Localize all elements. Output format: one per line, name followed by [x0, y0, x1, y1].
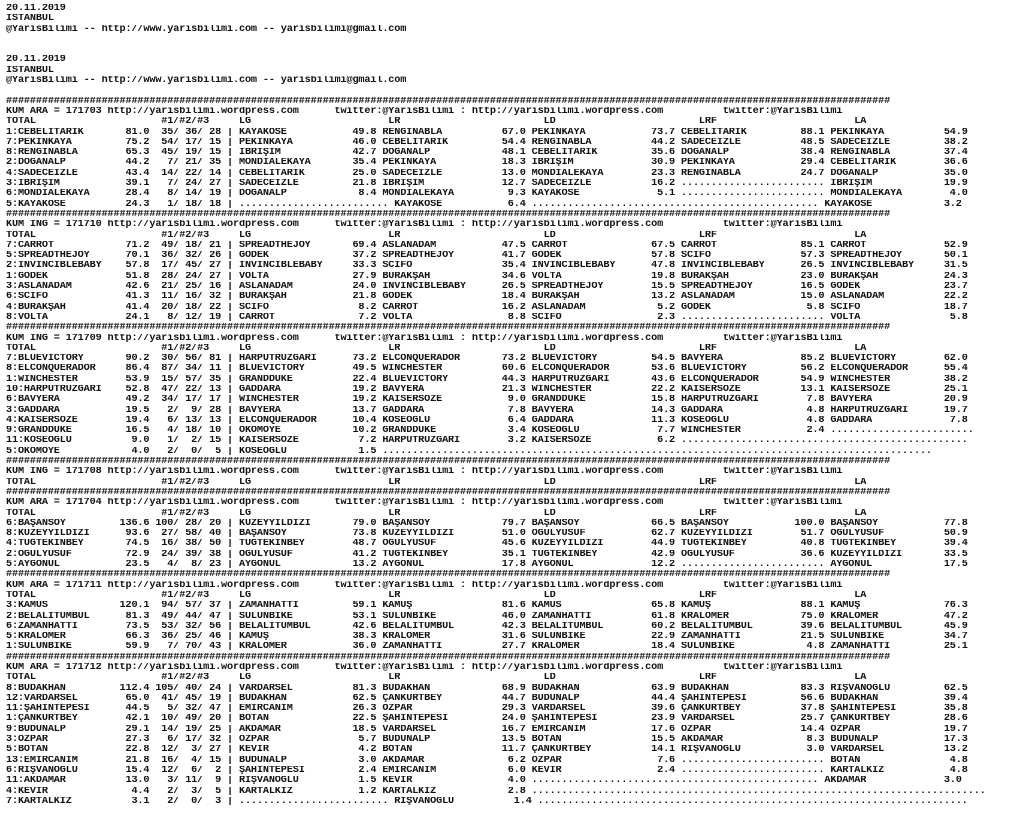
report-line: KUM İNG = 171708 http://yarisbilimi.wordpress.com twitter:@YarisBilimi : http://yarisbilimi.wordpress.com twitter:@YarisBilimi [6, 467, 843, 478]
report-line: @YarisBilimi -- http://www.yarisbilimi.com -- yarisbilimi@gmail.com [6, 24, 407, 35]
report-line: ISTANBUL [6, 14, 54, 25]
report-line: KUM ARA = 171704 http://yarisbilimi.wordpress.com twitter:@YarisBilimi : http://yarisbilimi.wordpress.com twitter:@YarisBilimi [6, 498, 843, 509]
report-line: TOTAL #1/#2/#3 LG LR LD LRF LA [6, 343, 867, 354]
report-line: #################################################################################################################################################### [6, 96, 891, 107]
report-line: TOTAL #1/#2/#3 LG LR LD LRF LA [6, 230, 867, 241]
report-line: 5:OKOMOYE 4.0 2/ 0/ 5 | KOSEOĞLU 1.5 ............................................................................................ [6, 446, 932, 457]
report-line: 11:ŞAHİNTEPESİ 44.5 5/ 32/ 47 | EMİRCANIM 26.3 ÖZPAR 29.3 VARDARSEL 39.6 ÇANKURTBEY 37.8 ŞAHİNTEPESİ 35.8 [6, 704, 968, 715]
report-line: 4:TUĞTEKİNBEY 74.5 16/ 38/ 50 | TUĞTEKİNBEY 48.7 OĞULYUSUF 45.6 KUZEYYILDIZI 44.9 TUĞTEKİNBEY 40.8 TUĞTEKİNBEY 39.4 [6, 539, 968, 550]
report-line: 6:ZAMANHATTI 73.5 53/ 32/ 56 | BELALITUMBUL 42.6 BELALITUMBUL 42.3 BELALITUMBUL 60.2 BELALITUMBUL 39.6 BELALITUMBUL 45.9 [6, 621, 968, 632]
report-line: 8:ELCONQUERADOR 86.4 87/ 34/ 11 | BLUEVICTORY 49.5 WINCHESTER 60.6 ELCONQUERADOR 53.6 BLUEVICTORY 56.2 ELCONQUERADOR 55.4 [6, 364, 968, 375]
report-line: #################################################################################################################################################### [6, 209, 891, 220]
report-line: 10:HARPUTRÜZGARI 52.8 47/ 22/ 13 | GADDARA 19.2 BAVYERA 21.3 WINCHESTER 22.2 KAISERSOZE 13.1 KAISERSOZE 25.1 [6, 384, 968, 395]
report-line: 7:KARTALKIZ 3.1 2/ 0/ 3 | ......................... RIŞVANOĞLU 1.4 ........................................................................ [6, 796, 968, 807]
report-line: KUM ARA = 171712 http://yarisbilimi.wordpress.com twitter:@YarisBilimi : http://yarisbilimi.wordpress.com twitter:@YarisBilimi [6, 663, 843, 673]
report-line: 1:CEBELİTARIK 81.0 35/ 36/ 28 | KAYAKÖSE 49.8 RENGİNABLA 67.0 PEKİNKAYA 73.7 CEBELİTARIK 88.1 PEKİNKAYA 54.9 [6, 127, 968, 138]
report-line: #################################################################################################################################################### [6, 323, 891, 334]
report-line: 1:GODEK 51.8 28/ 24/ 27 | VOLTA 27.9 BURAKŞAH 34.6 VOLTA 19.8 BURAKŞAH 23.0 BURAKŞAH 24.3 [6, 271, 968, 282]
report-line: 6:MONDİALEKAYA 28.4 8/ 14/ 19 | DOĞANALP 8.4 MONDİALEKAYA 9.3 KAYAKÖSE 5.1 ........................ MONDİALEKAYA 4.0 [6, 189, 968, 200]
report-line: 5:KAYAKÖSE 24.3 1/ 18/ 18 | ......................... KAYAKÖSE 6.4 ................................................ KAYAKÖSE 3.2 [6, 199, 962, 210]
report-line: 6:BAVYERA 49.2 34/ 17/ 17 | WINCHESTER 19.2 KAISERSOZE 9.0 GRANDDUKE 15.8 HARPUTRÜZGARI 7.8 BAVYERA 20.9 [6, 395, 968, 406]
report-line: KUM İNG = 171709 http://yarisbilimi.wordpress.com twitter:@YarisBilimi : http://yarisbilimi.wordpress.com twitter:@YarisBilimi [6, 333, 843, 344]
report-line: 8:KUZEYYILDIZI 93.6 27/ 58/ 40 | BAŞANSOY 73.8 KUZEYYILDIZI 51.0 OĞULYUSUF 62.7 KUZEYYILDIZI 51.7 OĞULYUSUF 50.9 [6, 529, 968, 540]
report-line: 3:ÖZPAR 27.3 6/ 17/ 32 | ÖZPAR 5.7 BUDUNALP 13.5 BOTAN 15.5 AKDAMAR 8.3 BUDUNALP 17.3 [6, 735, 968, 746]
report-line: 2:DOĞANALP 44.2 7/ 21/ 35 | MONDİALEKAYA 35.4 PEKİNKAYA 18.3 İBRİŞİM 30.9 PEKİNKAYA 29.4 CEBELİTARIK 36.6 [6, 158, 968, 169]
report-line: 4:SADECEİZLE 43.4 14/ 22/ 14 | CEBELİTARIK 25.0 SADECEİZLE 13.0 MONDİALEKAYA 23.3 RENGİNABLA 24.7 DOĞANALP 35.0 [6, 168, 968, 179]
report-line: KUM İNG = 171710 http://yarisbilimi.wordpress.com twitter:@YarisBilimi : http://yarisbilimi.wordpress.com twitter:@YarisBilimi [6, 220, 843, 231]
report-line: 1:ÇANKURTBEY 42.1 10/ 49/ 20 | BOTAN 22.5 ŞAHİNTEPESİ 24.0 ŞAHİNTEPESİ 23.9 VARDARSEL 25.7 ÇANKURTBEY 28.6 [6, 714, 968, 725]
report-line: KUM ARA = 171703 http://yarisbilimi.wordpress.com twitter:@YarisBilimi : http://yarisbilimi.wordpress.com twitter:@YarisBilimi [6, 106, 843, 117]
report-line [6, 45, 1024, 55]
report-line [6, 35, 1024, 45]
report-line: 6:SCIFO 41.3 11/ 16/ 32 | BURAKŞAH 21.8 GODEK 18.4 BURAKŞAH 13.2 ASLANADAM 15.0 ASLANADAM 22.2 [6, 292, 968, 303]
report-line: @YarisBilimi -- http://www.yarisbilimi.com -- yarisbilimi@gmail.com [6, 76, 407, 87]
report-line: 1:SULUNBİKE 59.9 7/ 70/ 43 | KRALOMER 36.0 ZAMANHATTI 27.7 KRALOMER 18.4 SULUNBİKE 4.8 ZAMANHATTI 25.1 [6, 642, 968, 653]
report-line: 4:BURAKŞAH 41.4 20/ 18/ 22 | SCIFO 8.2 CARROT 16.2 ASLANADAM 5.2 GODEK 5.8 SCIFO 18.7 [6, 302, 968, 313]
report-line: TOTAL #1/#2/#3 LG LR LD LRF LA [6, 673, 867, 684]
report-line: 2:BELALITUMBUL 81.3 49/ 44/ 47 | SULUNBİKE 53.1 SULUNBİKE 46.0 ZAMANHATTI 61.8 KRALOMER 75.0 KRALOMER 47.2 [6, 611, 968, 622]
report-line: ISTANBUL [6, 65, 54, 76]
report-line: #################################################################################################################################################### [6, 457, 891, 468]
report-line: 8:BUDAKHAN 112.4 105/ 40/ 24 | VARDARSEL 81.3 BUDAKHAN 68.9 BUDAKHAN 63.9 BUDAKHAN 83.3 RIŞVANOĞLU 62.5 [6, 683, 968, 694]
report-line: 9:GRANDDUKE 16.5 4/ 18/ 10 | OKOMOYE 10.2 GRANDDUKE 3.4 KOSEOĞLU 7.7 WINCHESTER 2.4 ........................ [6, 426, 974, 437]
report-line: 2:OĞULYUSUF 72.9 24/ 39/ 38 | OĞULYUSUF 41.2 TUĞTEKİNBEY 35.1 TUĞTEKİNBEY 42.9 OĞULYUSUF 36.6 KUZEYYILDIZI 33.5 [6, 549, 968, 560]
report-line: KUM ARA = 171711 http://yarisbilimi.wordpress.com twitter:@YarisBilimi : http://yarisbilimi.wordpress.com twitter:@YarisBilimi [6, 580, 843, 591]
report-line: 2:INVINCIBLEBABY 57.8 17/ 45/ 27 | INVINCIBLEBABY 33.3 SCIFO 35.4 INVINCIBLEBABY 47.8 INVINCIBLEBABY 26.5 INVINCIBLEBABY 31.5 [6, 261, 968, 272]
report-line: 8:RENGİNABLA 65.3 45/ 19/ 15 | İBRİŞİM 42.7 DOĞANALP 48.1 CEBELİTARIK 35.6 DOĞANALP 38.4 RENGİNABLA 37.4 [6, 148, 968, 159]
report-line: 12:VARDARSEL 65.0 41/ 45/ 19 | BUDAKHAN 62.5 ÇANKURTBEY 44.7 BUDUNALP 44.4 ŞAHİNTEPESİ 56.6 BUDAKHAN 39.4 [6, 693, 968, 704]
report-line: 1:WINCHESTER 53.9 15/ 57/ 35 | GRANDDUKE 22.4 BLUEVICTORY 44.3 HARPUTRÜZGARI 43.6 ELCONQUERADOR 54.9 WINCHESTER 38.2 [6, 374, 968, 385]
report-line: 3:İBRİŞİM 39.1 7/ 24/ 27 | SADECEİZLE 21.8 İBRİŞİM 12.7 SADECEİZLE 16.2 ........................ İBRİŞİM 19.9 [6, 179, 968, 190]
report-line: 3:ASLANADAM 42.6 21/ 25/ 16 | ASLANADAM 24.0 INVINCIBLEBABY 26.5 SPREADTHEJOY 15.5 SPREADTHEJOY 16.5 GODEK 23.7 [6, 282, 968, 293]
report-line: 6:BAŞANSOY 136.6 100/ 28/ 20 | KUZEYYILDIZI 79.0 BAŞANSOY 79.7 BAŞANSOY 66.5 BAŞANSOY 100.0 BAŞANSOY 77.8 [6, 518, 968, 529]
report-line: TOTAL #1/#2/#3 LG LR LD LRF LA [6, 590, 867, 601]
report-line: 7:CARROT 71.2 49/ 18/ 21 | SPREADTHEJOY 69.4 ASLANADAM 47.5 CARROT 67.5 CARROT 85.1 CARROT 52.9 [6, 240, 968, 251]
report-line: 3:GADDARA 19.5 2/ 9/ 28 | BAVYERA 13.7 GADDARA 7.8 BAVYERA 14.3 GADDARA 4.8 HARPUTRÜZGARI 19.7 [6, 405, 968, 416]
report-line: #################################################################################################################################################### [6, 652, 891, 663]
report-line: 11:AKDAMAR 13.0 3/ 11/ 9 | RIŞVANOĞLU 1.5 KEVİR 4.0 ................................................ AKDAMAR 3.0 [6, 776, 962, 787]
report-line: 8:VOLTA 24.1 8/ 12/ 19 | CARROT 7.2 VOLTA 8.8 SCIFO 2.3 ........................ VOLTA 5.8 [6, 312, 968, 323]
report-line: 20.11.2019 [6, 4, 66, 14]
report-line: TOTAL #1/#2/#3 LG LR LD LRF LA [6, 477, 867, 488]
report-line: 4:KAISERSOZE 19.4 6/ 13/ 13 | ELCONQUERADOR 10.4 KOSEOĞLU 6.4 GADDARA 11.3 KOSEOĞLU 4.8 GADDARA 7.8 [6, 415, 968, 426]
report-line: 11:KOSEOĞLU 9.0 1/ 2/ 15 | KAISERSOZE 7.2 HARPUTRÜZGARI 3.2 KAISERSOZE 6.2 ................................................ [6, 436, 968, 447]
report-line: 9:BUDUNALP 29.1 14/ 19/ 25 | AKDAMAR 18.5 VARDARSEL 16.7 EMİRCANIM 17.6 ÖZPAR 14.4 ÖZPAR 19.7 [6, 724, 968, 735]
report-line: 4:KEVİR 4.4 2/ 3/ 5 | KARTALKIZ 1.2 KARTALKIZ 2.8 ............................................................................ [6, 786, 986, 797]
report-line: 7:BLUEVICTORY 90.2 30/ 56/ 81 | HARPUTRÜZGARI 73.2 ELCONQUERADOR 73.2 BLUEVICTORY 54.5 BAVYERA 85.2 BLUEVICTORY 62.0 [6, 354, 968, 365]
report-line: 5:BOTAN 22.8 12/ 3/ 27 | KEVİR 4.2 BOTAN 11.7 ÇANKURTBEY 14.1 RIŞVANOĞLU 3.0 VARDARSEL 13.2 [6, 745, 968, 756]
report-line: TOTAL #1/#2/#3 LG LR LD LRF LA [6, 508, 867, 519]
report-line: 6:RIŞVANOĞLU 15.4 12/ 6/ 2 | ŞAHİNTEPESİ 2.4 EMİRCANIM 6.0 KEVİR 2.4 ........................ KARTALKIZ 4.8 [6, 765, 968, 776]
report-line: 13:EMİRCANIM 21.8 16/ 4/ 15 | BUDUNALP 3.0 AKDAMAR 6.2 ÖZPAR 7.6 ........................ BOTAN 4.8 [6, 755, 968, 766]
report-line: TOTAL #1/#2/#3 LG LR LD LRF LA [6, 117, 867, 128]
report-line [6, 86, 1024, 96]
report-line: 3:KAMUS 120.1 94/ 57/ 37 | ZAMANHATTI 59.1 KAMUŞ 81.6 KAMUS 65.8 KAMUŞ 88.1 KAMUŞ 76.3 [6, 601, 968, 612]
report-line: 5:SPREADTHEJOY 70.1 36/ 32/ 26 | GODEK 37.2 SPREADTHEJOY 41.7 GODEK 57.8 SCIFO 57.3 SPREADTHEJOY 50.1 [6, 251, 968, 262]
report-line: 20.11.2019 [6, 55, 66, 66]
report-line: #################################################################################################################################################### [6, 570, 891, 581]
report-line: 5:KRALOMER 66.3 36/ 25/ 46 | KAMUŞ 38.3 KRALOMER 31.6 SULUNBİKE 22.9 ZAMANHATTI 21.5 SULUNBİKE 34.7 [6, 632, 968, 643]
report-line: 7:PEKİNKAYA 75.2 54/ 17/ 15 | PEKİNKAYA 46.0 CEBELİTARIK 54.4 RENGİNABLA 44.2 SADECEİZLE 48.5 SADECEİZLE 38.2 [6, 137, 968, 148]
report-line: 5:AYGÖNÜL 23.5 4/ 8/ 23 | AYGÖNÜL 13.2 AYGÖNÜL 17.8 AYGÖNÜL 12.2 ........................ AYGÖNÜL 17.5 [6, 560, 968, 571]
report-line: #################################################################################################################################################### [6, 487, 891, 498]
